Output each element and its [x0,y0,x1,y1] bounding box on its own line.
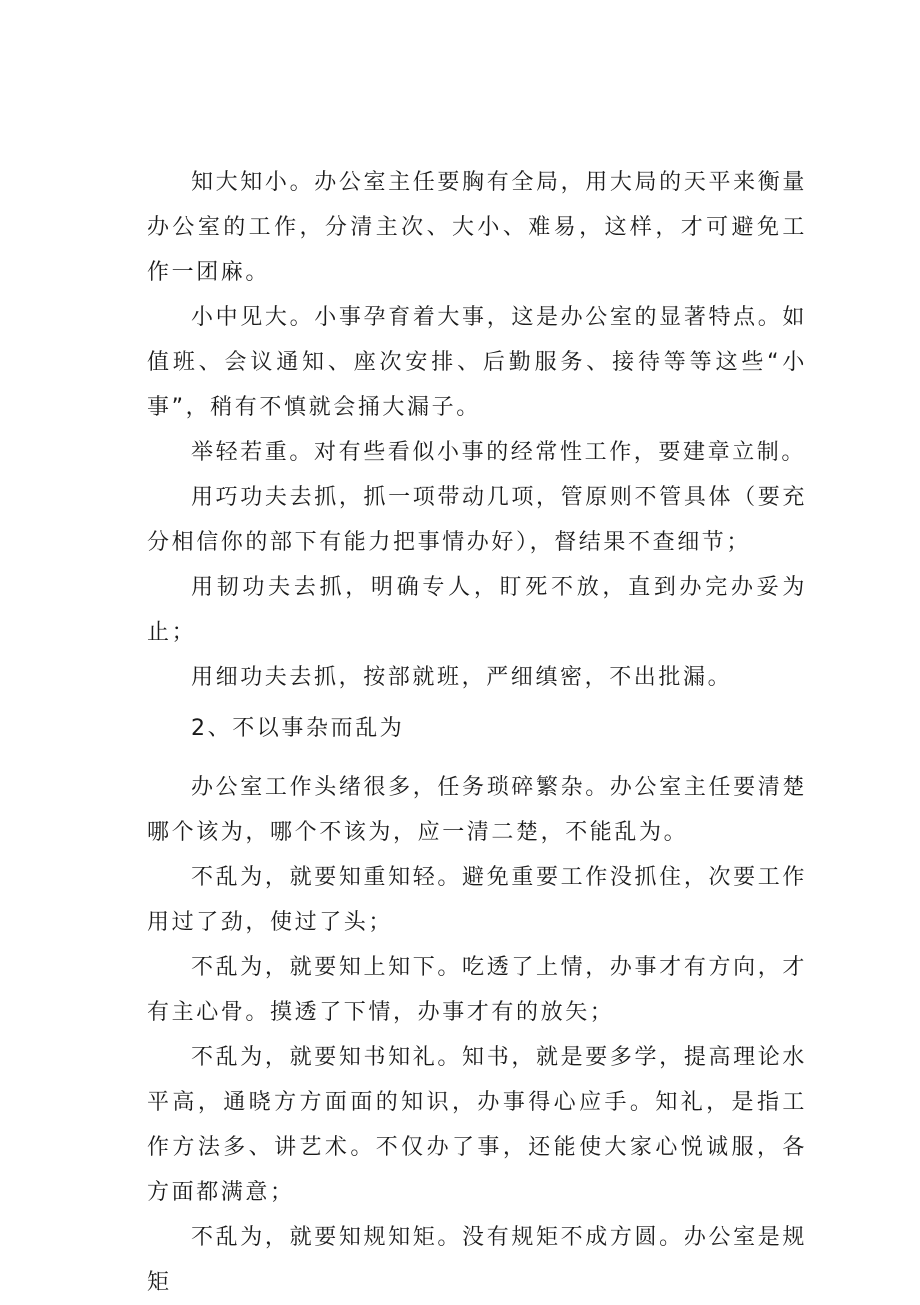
paragraph-clever-effort: 用巧功夫去抓，抓一项带动几项，管原则不管具体（要充分相信你的部下有能力把事情办好），督结果不查细节； [147,485,807,555]
paragraph-up-down: 不乱为，就要知上知下。吃透了上情，办事才有方向，才有主心骨。摸透了下情，办事才有的放矢； [147,955,807,1025]
paragraph-light-as-heavy: 举轻若重。对有些看似小事的经常性工作，要建章立制。 [191,440,807,465]
paragraph-careful-effort: 用细功夫去抓，按部就班，严细缜密，不出批漏。 [191,665,733,690]
paragraph-know-big-small: 知大知小。办公室主任要胸有全局，用大局的天平来衡量办公室的工作，分清主次、大小、难易，这样，才可避免工作一团麻。 [147,170,807,285]
paragraph-weight: 不乱为，就要知重知轻。避免重要工作没抓住，次要工作用过了劲，使过了头； [147,865,807,935]
section-heading: 2、不以事杂而乱为 [191,716,405,741]
paragraph-office-tasks: 办公室工作头绪很多，任务琐碎繁杂。办公室主任要清楚哪个该为，哪个不该为，应一清二楚，不能乱为。 [147,775,807,845]
paragraph-rules: 不乱为，就要知规知矩。没有规矩不成方圆。办公室是规矩 [147,1225,807,1295]
paragraph-book-etiquette: 不乱为，就要知书知礼。知书，就是要多学，提高理论水平高，通晓方方面面的知识，办事得心应手。知礼，是指工作方法多、讲艺术。不仅办了事，还能使大家心悦诚服，各方面都满意； [147,1045,807,1205]
document-body [147,160,807,1305]
paragraph-small-to-big: 小中见大。小事孕育着大事，这是办公室的显著特点。如值班、会议通知、座次安排、后勤服务、接待等等这些“小事”，稍有不慎就会捅大漏子。 [147,305,807,420]
paragraph-tenacious-effort: 用韧功夫去抓，明确专人，盯死不放，直到办完办妥为止； [147,575,807,645]
